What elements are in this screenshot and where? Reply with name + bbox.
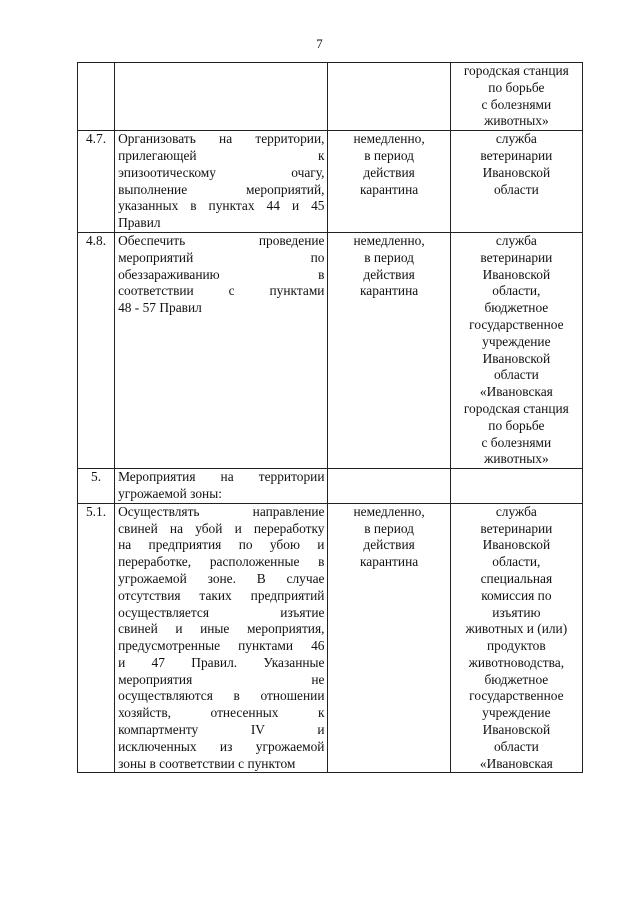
measure-text xyxy=(115,503,328,773)
measure-line: Правил xyxy=(118,215,161,231)
measure-line: зоны в соответствии с пунктом xyxy=(118,755,296,771)
measure-line: и 47 Правил. Указанные xyxy=(118,654,325,670)
deadline-text: немедленно, в период действия карантина xyxy=(353,131,425,197)
measure-line: эпизоотическому очагу, xyxy=(118,164,325,180)
measure-line: Осуществлять направление xyxy=(118,503,325,519)
table-row xyxy=(78,232,583,468)
deadline-cell xyxy=(328,232,450,468)
deadline-cell xyxy=(328,469,450,504)
row-number xyxy=(78,63,115,131)
measure-line: свиней на убой и переработку xyxy=(118,520,325,536)
responsible-text: служба ветеринарии Ивановской области, бюджетное государственное учреждение Ивановской области «Ивановская городская станция по борьбе с болезнями животных» xyxy=(463,232,569,467)
measure-text xyxy=(115,131,328,233)
measure-line: осуществляются в отношении xyxy=(118,688,325,704)
measure-line: указанных в пунктах 44 и 45 xyxy=(118,198,325,214)
measure-line: 48 - 57 Правил xyxy=(118,300,202,316)
measure-line: угрожаемой зоны: xyxy=(118,485,222,501)
measure-line: Обеспечить проведение xyxy=(118,232,325,248)
row-number: 5. xyxy=(78,469,115,504)
responsible-cell xyxy=(450,232,582,468)
measure-line: исключенных из угрожаемой xyxy=(118,738,325,754)
responsible-text: служба ветеринарии Ивановской области, специальная комиссия по изъятию животных и (или) продуктов животноводства, бюджетное государственное учреждение Ивановской области «Ивановская xyxy=(465,503,568,771)
responsible-cell xyxy=(450,503,582,773)
measure-line: переработке, расположенные в xyxy=(118,554,325,570)
measure-line: угрожаемой зоне. В случае xyxy=(118,570,325,586)
measure-line: предусмотренные пунктами 46 xyxy=(118,638,325,654)
measure-line: мероприятий по xyxy=(118,249,325,265)
measure-text xyxy=(115,63,328,131)
measure-line: соответствии с пунктами xyxy=(118,283,325,299)
row-number: 4.8. xyxy=(78,232,115,468)
table-row xyxy=(78,63,583,131)
responsible-text: городская станция по борьбе с болезнями животных» xyxy=(463,63,569,129)
table-row xyxy=(78,469,583,504)
measure-line: компартменту IV и xyxy=(118,722,325,738)
measure-line: прилегающей к xyxy=(118,147,325,163)
measures-table xyxy=(77,62,583,773)
measure-line: на предприятия по убою и xyxy=(118,537,325,553)
measure-line: выполнение мероприятий, xyxy=(118,181,325,197)
deadline-cell xyxy=(328,131,450,233)
measure-line: Мероприятия на территории xyxy=(118,469,325,485)
responsible-cell xyxy=(450,63,582,131)
measure-line: хозяйств, отнесенных к xyxy=(118,705,325,721)
row-number: 4.7. xyxy=(78,131,115,233)
measure-line: осуществляется изъятие xyxy=(118,604,325,620)
measure-line: отсутствия таких предприятий xyxy=(118,587,325,603)
deadline-cell xyxy=(328,63,450,131)
deadline-text: немедленно, в период действия карантина xyxy=(353,232,425,299)
responsible-text: служба ветеринарии Ивановской области xyxy=(480,131,553,197)
responsible-cell xyxy=(450,469,582,504)
deadline-cell xyxy=(328,503,450,773)
table-row xyxy=(78,503,583,773)
measure-line: обеззараживанию в xyxy=(118,266,325,282)
measure-line: мероприятия не xyxy=(118,671,325,687)
measure-line: свиней и иные мероприятия, xyxy=(118,621,325,637)
responsible-cell xyxy=(450,131,582,233)
deadline-text: немедленно, в период действия карантина xyxy=(353,503,425,570)
page-number: 7 xyxy=(316,36,323,51)
row-number: 5.1. xyxy=(78,503,115,773)
measure-line: Организовать на территории, xyxy=(118,131,325,147)
table-row xyxy=(78,131,583,233)
measure-text xyxy=(115,232,328,468)
measure-text xyxy=(115,469,328,504)
